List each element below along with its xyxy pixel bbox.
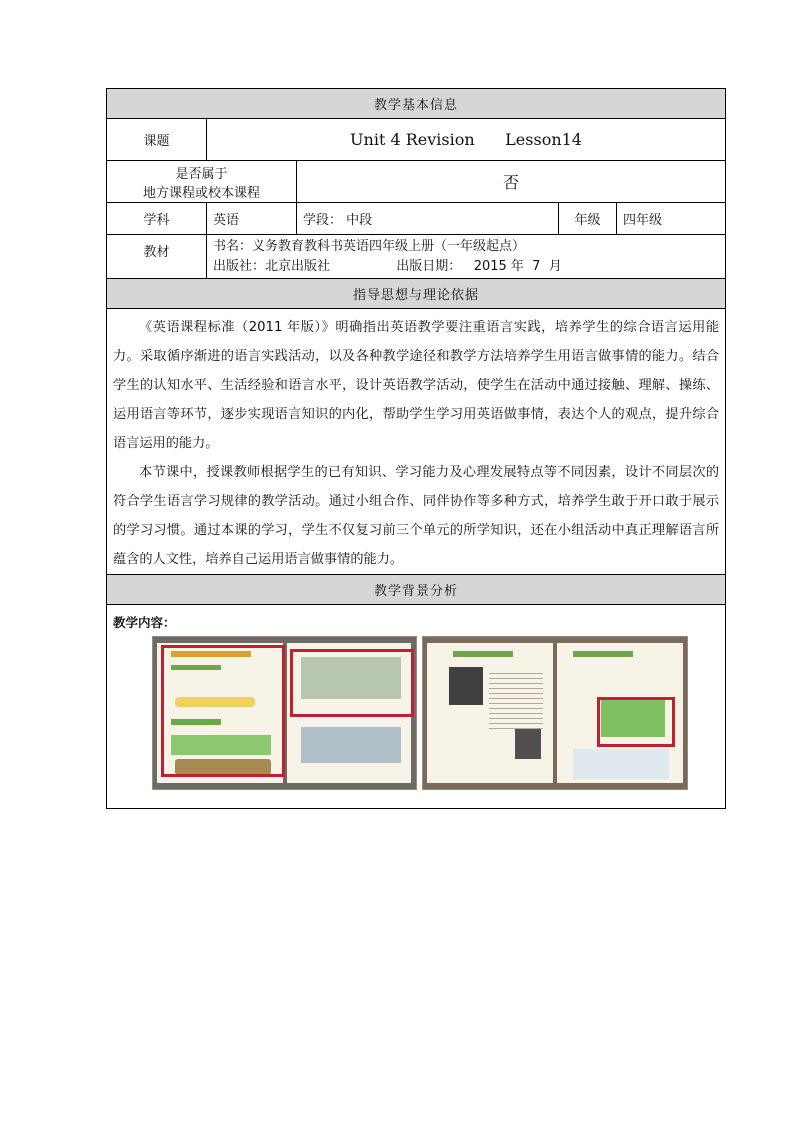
paragraph-1: 《英语课程标准（2011 年版）》明确指出英语教学要注重语言实践，培养学生的综合语言运用能力。采取循序渐进的语言实践活动，以及各种教学途径和教学方法培养学生用语言做事情的能力。结合学生的认知水平、生活经验和语言水平，设计英语教学活动，使学生在活动中通过接触、理解、操练、运用语言等环节，逐步实现语言知识的内化，帮助学生学习用英语做事情，表达个人的观点，提升综合语言运用的能力。	[113, 320, 720, 451]
textbook-info	[207, 235, 726, 279]
section-header-basic-info: 教学基本信息	[107, 89, 726, 119]
highlight-box	[161, 645, 285, 777]
grade-value: 四年级	[617, 203, 726, 235]
section-header-guiding: 指导思想与理论依据	[107, 279, 726, 309]
publisher-line	[213, 257, 725, 277]
grade-label: 年级	[559, 203, 617, 235]
subject-value: 英语	[207, 203, 297, 235]
topic-label: 课题	[107, 119, 207, 161]
local-course-label-line1: 是否属于	[175, 166, 228, 182]
publish-date: 出版日期： 2015 年 7 月	[396, 258, 562, 274]
highlight-box	[290, 649, 414, 717]
guiding-text	[107, 309, 726, 575]
textbook-image-left	[152, 636, 417, 790]
subject-label: 学科	[107, 203, 207, 235]
stage-label: 学段： 中段	[297, 203, 559, 235]
local-course-label-line2: 地方课程或校本课程	[142, 185, 260, 201]
content-label: 教学内容：	[113, 615, 176, 630]
publisher: 出版社：北京出版社	[213, 258, 331, 274]
section-header-background: 教学背景分析	[107, 575, 726, 605]
topic-value: Unit 4 Revision Lesson14	[207, 119, 726, 161]
textbook-image-right	[422, 636, 688, 790]
local-course-label	[107, 161, 297, 203]
paragraph-2: 本节课中，授课教师根据学生的已有知识、学习能力及心理发展特点等不同因素，设计不同层次的符合学生语言学习规律的教学活动。通过小组合作、同伴协作等多种方式，培养学生敢于开口敢于展示的学习习惯。通过本课的学习，学生不仅复习前三个单元的所学知识，还在小组活动中真正理解语言所蕴含的人文性，培养自己运用语言做事情的能力。	[113, 465, 720, 567]
highlight-box	[597, 697, 675, 747]
book-name: 书名：义务教育教科书英语四年级上册（一年级起点）	[213, 238, 526, 254]
textbook-label: 教材	[107, 235, 207, 279]
local-course-value: 否	[297, 161, 726, 203]
